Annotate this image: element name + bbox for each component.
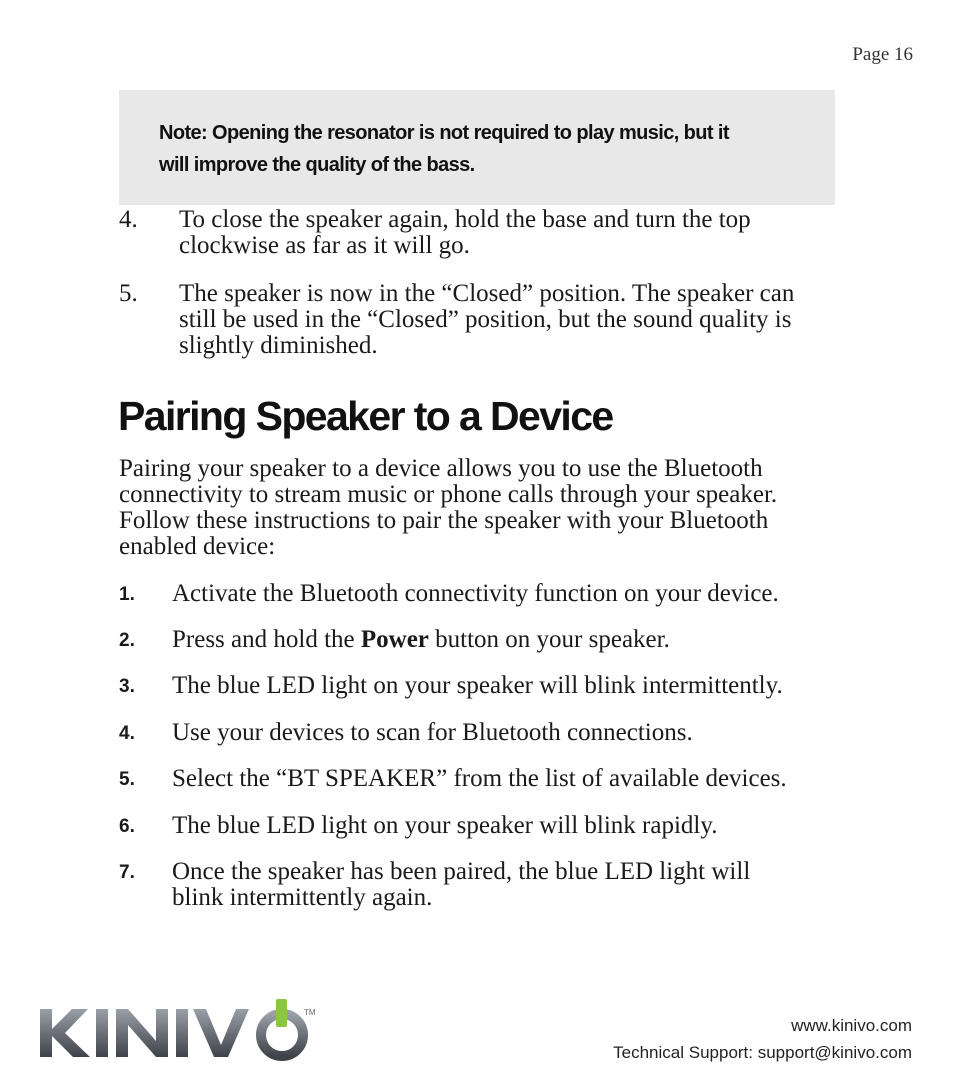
step-number: 4. — [119, 206, 138, 233]
step-text-after: button on your speaker. — [428, 626, 670, 653]
pairing-step-3 — [119, 673, 835, 699]
pairing-step-7 — [119, 859, 835, 911]
step-text: The blue LED light on your speaker will blink intermittently. — [172, 672, 783, 699]
step-4 — [119, 207, 835, 259]
step-text: Select the “BT SPEAKER” from the list of available devices. — [172, 765, 787, 792]
power-button-label: Power — [360, 626, 429, 653]
kinivo-logo — [38, 995, 320, 1061]
step-text: The blue LED light on your speaker will blink rapidly. — [172, 812, 718, 839]
step-number: 6. — [119, 816, 135, 837]
step-text-before: Press and hold the — [172, 626, 361, 653]
step-text: Use your devices to scan for Bluetooth connections. — [172, 719, 693, 746]
pairing-step-5 — [119, 766, 835, 792]
section-title: Pairing Speaker to a Device — [118, 393, 613, 439]
note-line: Note: Opening the resonator is not required to play music, but it — [159, 122, 729, 144]
step-number: 7. — [119, 862, 135, 883]
pairing-step-6 — [119, 813, 835, 839]
step-line: slightly diminished. — [179, 332, 378, 359]
pairing-step-4 — [119, 720, 835, 746]
step-text: Activate the Bluetooth connectivity function on your device. — [172, 580, 779, 607]
intro-paragraph — [119, 456, 835, 560]
step-line: To close the speaker again, hold the base and turn the top — [179, 206, 751, 233]
page-number: Page 16 — [852, 44, 913, 65]
website-link[interactable]: www.kinivo.com — [791, 1016, 912, 1035]
step-line: blink intermittently again. — [172, 884, 433, 911]
step-line: still be used in the “Closed” position, but the sound quality is — [179, 306, 792, 333]
step-number: 5. — [119, 280, 138, 307]
step-number: 4. — [119, 723, 135, 744]
intro-line: Follow these instructions to pair the speaker with your Bluetooth — [119, 507, 769, 534]
footer — [613, 1012, 912, 1066]
trademark-symbol: TM — [304, 1008, 316, 1017]
step-5 — [119, 281, 835, 359]
note-text — [159, 117, 799, 181]
pairing-step-1 — [119, 581, 835, 607]
intro-line: Pairing your speaker to a device allows you to use the Bluetooth — [119, 455, 763, 482]
step-number: 2. — [119, 630, 135, 651]
note-line: will improve the quality of the bass. — [159, 154, 475, 176]
pairing-step-2 — [119, 627, 835, 653]
step-number: 5. — [119, 769, 135, 790]
step-text — [172, 859, 835, 911]
note-box — [119, 90, 835, 205]
step-number: 1. — [119, 584, 135, 605]
step-text — [172, 627, 835, 653]
step-number: 3. — [119, 676, 135, 697]
step-line: Once the speaker has been paired, the blue LED light will — [172, 858, 751, 885]
support-contact[interactable]: Technical Support: support@kinivo.com — [613, 1043, 912, 1062]
intro-line: connectivity to stream music or phone calls through your speaker. — [119, 481, 778, 508]
step-line: clockwise as far as it will go. — [179, 232, 470, 259]
step-line: The speaker is now in the “Closed” position. The speaker can — [179, 280, 795, 307]
intro-line: enabled device: — [119, 533, 276, 560]
